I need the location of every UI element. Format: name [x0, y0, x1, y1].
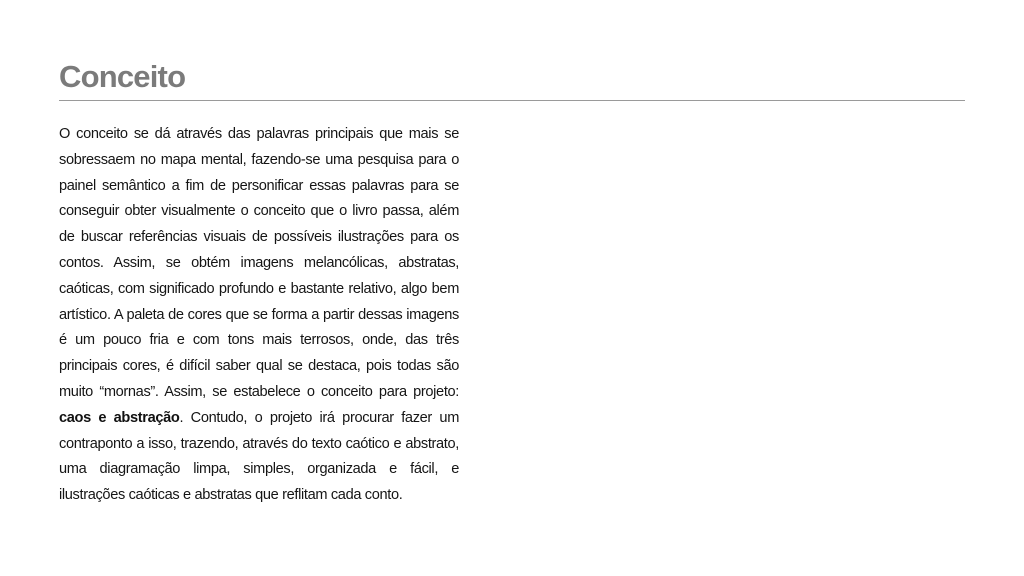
- concept-paragraph: [59, 122, 459, 509]
- paragraph-text-before-bold: O conceito se dá através das palavras principais que mais se sobressaem no mapa mental, fazendo-se uma pesquisa para o painel semântico a fim de personificar essas palavras para se conseguir obter visualmente o conceito que o livro passa, além de buscar referências visuais de possíveis ilustrações para os contos. Assim, se obtém imagens melancólicas, abstratas, caóticas, com significado profundo e bastante relativo, algo bem artístico. A paleta de cores que se forma a partir dessas imagens é um pouco fria e com tons mais terrosos, onde, das três principais cores, é difícil saber qual se destaca, pois todas são muito “mornas”. Assim, se estabelece o conceito para projeto:: [59, 126, 459, 400]
- paragraph-bold-concept: caos e abstração: [59, 409, 180, 426]
- paragraph-text-after-bold: . Contudo, o projeto irá procurar fazer um contraponto a isso, trazendo, através do texto caótico e abstrato, uma diagramação limpa, simples, organizada e fácil, e ilustrações caóticas e abstratas que reflitam cada conto.: [59, 409, 459, 504]
- title-divider: [59, 100, 965, 101]
- page-title: Conceito: [59, 59, 186, 94]
